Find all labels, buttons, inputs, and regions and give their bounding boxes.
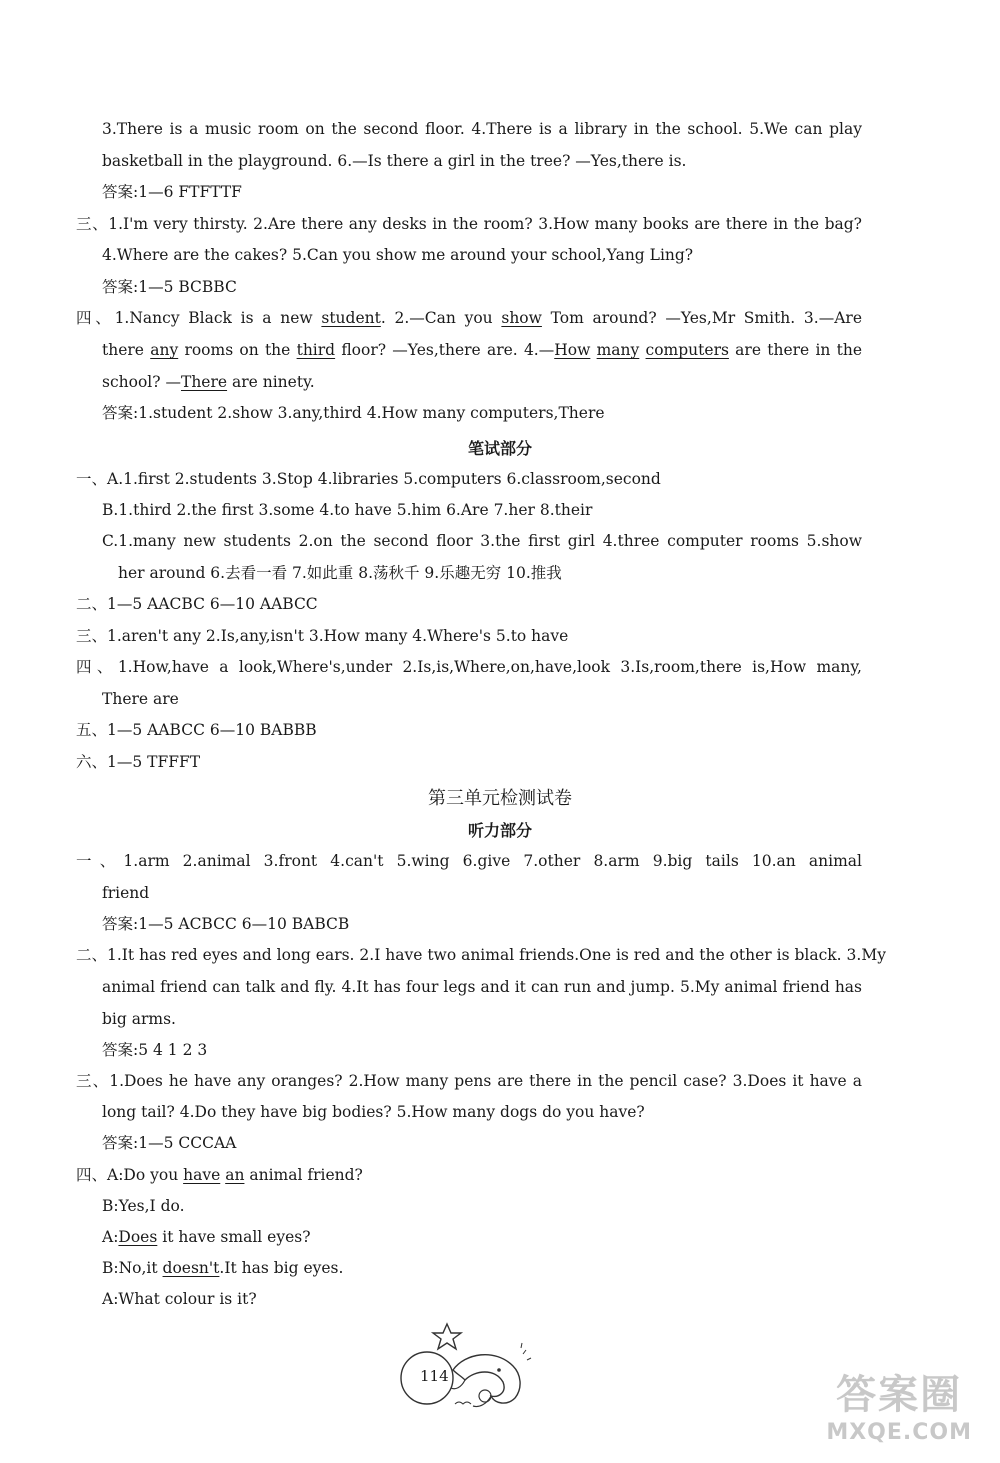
section-heading-written: 笔试部分 [467, 439, 532, 458]
underlined-word: There [180, 373, 228, 391]
text-line: B.1.third 2.the first 3.some 4.to have 5.him 6.Are 7.her 8.their [102, 501, 593, 519]
text-line: 4.Where are the cakes? 5.Can you show me around your school,Yang Ling? [102, 246, 694, 264]
text-line: 3.There is a music room on the second floor. 4.There is a library in the school. 5.We can play [102, 120, 862, 138]
text-span: there [102, 341, 151, 359]
text-span: . 2.—Can you [380, 309, 502, 327]
text-line: 二、1.It has red eyes and long ears. 2.I have two animal friends.One is red and the other is black. 3.My [76, 946, 886, 964]
answer-line: 六、1—5 TFFFT [76, 753, 201, 771]
text-span: are there in the [728, 341, 863, 359]
answer-line: 答案:1—5 ACBCC 6—10 BABCB [102, 915, 350, 933]
text-line: 一、1.arm 2.animal 3.front 4.can't 5.wing 6.give 7.other 8.arm 9.big tails 10.an animal [76, 852, 862, 870]
underlined-word: computers [645, 341, 729, 359]
dialogue-line [102, 1257, 343, 1279]
underlined-word: any [150, 341, 179, 359]
answer-line: 答案:1.student 2.show 3.any,third 4.How many computers,There [102, 404, 605, 422]
text-line: animal friend can talk and fly. 4.It has four legs and it can run and jump. 5.My animal friend has [102, 978, 862, 996]
text-line: big arms. [102, 1010, 176, 1028]
text-line: basketball in the playground. 6.—Is there a girl in the tree? —Yes,there is. [102, 152, 687, 170]
dialogue-line: B:Yes,I do. [102, 1197, 185, 1215]
text-line: 四、1.How,have a look,Where's,under 2.Is,is,Where,on,have,look 3.Is,room,there is,How many, [76, 658, 862, 676]
text-span: A: [102, 1228, 119, 1246]
text-span: 四、1.Nancy Black is a new [76, 309, 322, 327]
text-span: animal friend? [244, 1166, 363, 1184]
watermark-url: MXQE.COM [826, 1420, 972, 1445]
answer-line: 二、1—5 AACBC 6—10 AABCC [76, 595, 318, 613]
unit-title: 第三单元检测试卷 [428, 788, 572, 809]
page-number: 114 [420, 1367, 449, 1385]
text-span: B:No,it [102, 1259, 163, 1277]
text-span: 四、A:Do you [76, 1166, 184, 1184]
underlined-word: have [183, 1166, 221, 1184]
watermark [826, 1363, 972, 1445]
text-line: 三、1.Does he have any oranges? 2.How many pens are there in the pencil case? 3.Does it have a [76, 1072, 862, 1090]
text-span: school? — [102, 373, 181, 391]
text-line: C.1.many new students 2.on the second floor 3.the first girl 4.three computer rooms 5.show [102, 532, 862, 550]
section-heading-listening: 听力部分 [467, 821, 532, 840]
underlined-word: show [501, 309, 542, 327]
underlined-word: third [296, 341, 336, 359]
underlined-word: an [225, 1166, 245, 1184]
text-span: .It has big eyes. [219, 1259, 344, 1277]
answer-line: 五、1—5 AABCC 6—10 BABBB [76, 721, 317, 739]
underlined-word: How [554, 341, 591, 359]
text-line: 一、A.1.first 2.students 3.Stop 4.libraries 5.computers 6.classroom,second [76, 470, 661, 488]
answer-line: 答案:1—5 BCBBC [102, 278, 237, 296]
text-span: are ninety. [227, 373, 315, 391]
text-line [102, 339, 862, 361]
dialogue-line: A:What colour is it? [102, 1290, 257, 1308]
answer-line: 答案:1—6 FTFTTF [102, 183, 242, 201]
underlined-word: student [321, 309, 381, 327]
underlined-word: doesn't [162, 1259, 220, 1277]
answer-line: 答案:5 4 1 2 3 [102, 1041, 208, 1059]
text-line: long tail? 4.Do they have big bodies? 5.How many dogs do you have? [102, 1103, 645, 1121]
text-span: floor? —Yes,there are. 4.— [335, 341, 555, 359]
text-line: her around 6.去看一看 7.如此重 8.荡秋千 9.乐趣无穷 10.推我 [118, 564, 562, 582]
text-line: friend [102, 884, 150, 902]
text-line [76, 307, 862, 329]
dialogue-line [102, 1226, 311, 1248]
underlined-word: many [596, 341, 640, 359]
text-span: Tom around? —Yes,Mr Smith. 3.—Are [541, 309, 862, 327]
text-line: 三、1.aren't any 2.Is,any,isn't 3.How many 4.Where's 5.to have [76, 627, 569, 645]
answer-line: 答案:1—5 CCCAA [102, 1134, 237, 1152]
text-span: rooms on the [178, 341, 297, 359]
text-line [102, 371, 315, 393]
text-line: There are [102, 690, 179, 708]
dialogue-line [76, 1164, 363, 1186]
text-line: 三、1.I'm very thirsty. 2.Are there any desks in the room? 3.How many books are there in the bag? [76, 215, 862, 233]
underlined-word: Does [118, 1228, 158, 1246]
dolphin-ball-decoration-icon [395, 1318, 535, 1418]
text-span: it have small eyes? [157, 1228, 311, 1246]
watermark-text: 答案圈 [836, 1372, 963, 1418]
